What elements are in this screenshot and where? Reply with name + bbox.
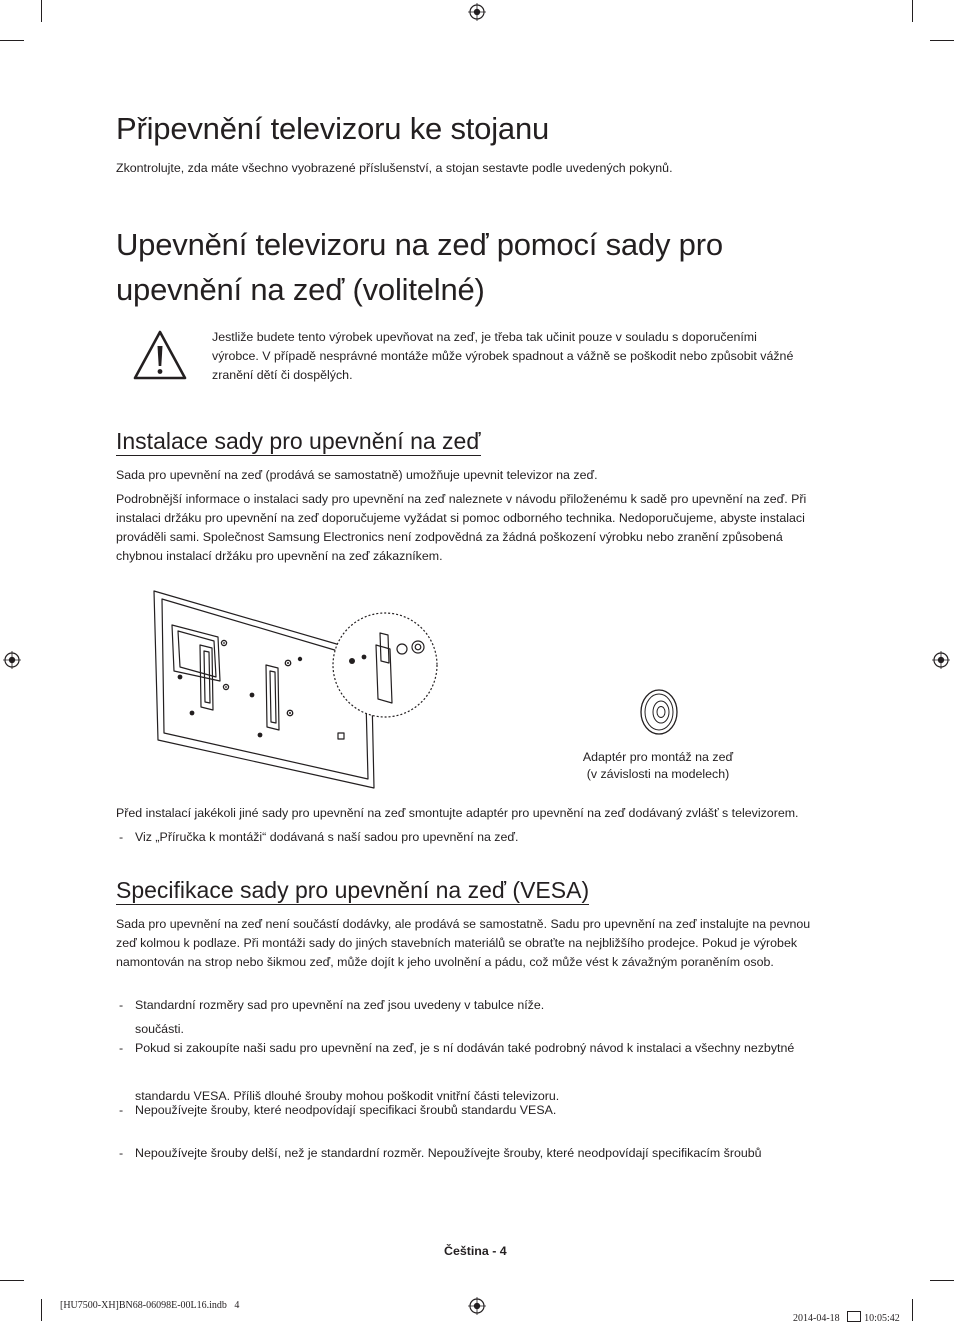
install-note: - Viz „Příručka k montáži“ dodávaná s naší sadou pro upevnění na zeď. — [116, 828, 954, 847]
crop-mark — [41, 1299, 42, 1321]
adapter-caption — [548, 749, 768, 783]
warning-text-line2: výrobce. V případě nesprávné montáže může výrobek spadnout a vážně se poškodit nebo způsobit vážné — [212, 349, 794, 363]
vesa-p1-line1: Sada pro upevnění na zeď není součástí dodávky, ale prodává se samostatně. Sadu pro upevnění na zeď instalujte na pevnou — [116, 917, 811, 931]
crop-mark — [0, 1280, 24, 1281]
section-title-wall-line2: upevnění na zeď (volitelné) — [116, 272, 485, 307]
wall-mount-illustration — [140, 585, 450, 790]
footer-file: [HU7500-XH]BN68-06098E-00L16.indb 4 — [60, 1300, 240, 1311]
section-title-wall-line1: Upevnění televizoru na zeď pomocí sady pro — [116, 227, 723, 262]
install-p2-line1: Podrobnější informace o instalaci sady pro upevnění na zeď naleznete v návodu přiloženému k sadě pro upevnění na zeď. Při — [116, 492, 807, 506]
warning-text-line1: Jestliže budete tento výrobek upevňovat na zeď, je třeba tak učinit pouze v souladu s doporučeními — [212, 330, 757, 344]
footer-time: 10:05:42 — [864, 1313, 900, 1324]
install-p3: Před instalací jakékoli jiné sady pro upevnění na zeď smontujte adaptér pro upevnění na zeď dodávaný zvlášť s televizorem. — [116, 806, 799, 820]
adapter-caption-line1: Adaptér pro montáž na zeď — [582, 750, 734, 764]
vesa-p1-line2: zeď kolmou k podlaze. Při montáži sady do jiných stavebních materiálů se obraťte na nejbližšího prodejce. Pokud je výrobek — [116, 936, 798, 950]
vesa-bullet-4-line2: standardu VESA. Příliš dlouhé šrouby mohou poškodit vnitřní části televizoru. — [135, 1089, 560, 1103]
crop-mark — [912, 0, 913, 22]
warning-text-line3: zranění dětí či dospělých. — [212, 368, 353, 382]
crop-mark — [930, 40, 954, 41]
vesa-bullet-4-line1: - Nepoužívejte šrouby delší, než je standardní rozměr. Nepoužívejte šrouby, které neodpovídají specifikacím šroubů — [116, 1144, 954, 1163]
vesa-bullet-2-line2: součásti. — [135, 1022, 184, 1036]
vesa-bullet-3: - Nepoužívejte šrouby, které neodpovídají specifikaci šroubů standardu VESA. — [116, 1101, 954, 1120]
crop-mark — [0, 40, 24, 41]
registration-mark-icon — [468, 3, 486, 21]
vesa-bullet-2-line1: - Pokud si zakoupíte naši sadu pro upevnění na zeď, je s ní dodáván také podrobný návod k instalaci a všechny nezbytné — [116, 1039, 954, 1058]
registration-mark-icon — [932, 651, 950, 669]
footer-date: 2014-04-18 — [793, 1313, 848, 1324]
section-title-install: Instalace sady pro upevnění na zeď — [116, 428, 481, 454]
install-p1: Sada pro upevnění na zeď (prodává se samostatně) umožňuje upevnit televizor na zeď. — [116, 468, 598, 482]
crop-mark — [912, 1299, 913, 1321]
install-p2-line4: chybnou instalací držáku pro upevnění na zeď zákazníkem. — [116, 549, 443, 563]
footer-clock-icon — [847, 1311, 861, 1322]
stand-text: Zkontrolujte, zda máte všechno vyobrazené příslušenství, a stojan sestavte podle uvedených pokynů. — [116, 161, 673, 175]
section-title-vesa: Specifikace sady pro upevnění na zeď (VESA) — [116, 877, 590, 903]
adapter-icon — [638, 687, 680, 737]
crop-mark — [930, 1280, 954, 1281]
registration-mark-icon — [3, 651, 21, 669]
install-p2-line2: instalaci držáku pro upevnění na zeď doporučujeme vyžádat si pomoc odborného technika. Nedoporučujeme, abyste instalaci — [116, 511, 805, 525]
warning-triangle-icon — [132, 328, 188, 382]
footer-timestamp — [788, 1300, 900, 1324]
vesa-p1-line3: namontován na strop nebo šikmou zeď, může dojít k jeho uvolnění a pádu, což může vést k závažným poraněním osob. — [116, 955, 774, 969]
install-p2-line3: prováděli sami. Společnost Samsung Electronics není zodpovědná za žádná poškození výrobku nebo zranění způsobená — [116, 530, 783, 544]
crop-mark — [41, 0, 42, 22]
section-title-stand: Připevnění televizoru ke stojanu — [116, 111, 550, 146]
page-number: Čeština - 4 — [444, 1244, 507, 1258]
registration-mark-icon — [468, 1297, 486, 1315]
adapter-caption-line2: (v závislosti na modelech) — [586, 767, 730, 781]
vesa-bullet-1: - Standardní rozměry sad pro upevnění na zeď jsou uvedeny v tabulce níže. — [116, 996, 954, 1015]
